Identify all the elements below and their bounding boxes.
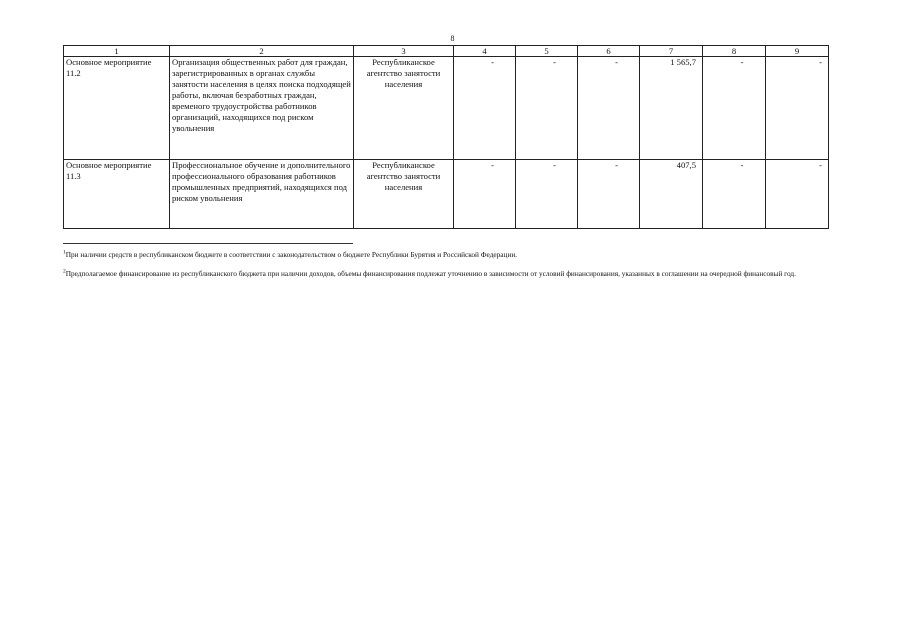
column-header: 6 <box>578 46 640 57</box>
value-cell-col6: - <box>578 160 640 229</box>
footnote-mark: 2 <box>63 268 66 275</box>
column-header: 5 <box>516 46 578 57</box>
measure-description-cell: Профессиональное обучение и дополнительного профессионального образования работников промышленных предприятий, находящихся под риском увольнения <box>170 160 354 229</box>
table-row <box>64 160 829 229</box>
column-header: 2 <box>170 46 354 57</box>
column-header: 3 <box>354 46 454 57</box>
value-cell-col4: - <box>454 160 516 229</box>
measure-name-cell: Основное мероприятие 11.3 <box>64 160 170 229</box>
footnote-1 <box>63 250 833 260</box>
footnote-text: При наличии средств в республиканском бюджете в соответствии с законодательством о бюджете Республики Бурятия и Российской Федерации. <box>65 250 518 259</box>
column-header: 8 <box>703 46 766 57</box>
measure-description-cell: Организация общественных работ для граждан, зарегистрированных в органах службы занятости населения в целях поиска подходящей работы, включая безработных граждан, временого трудоустройства работников организаций, находящихся под риском увольнения <box>170 57 354 160</box>
measure-name-cell: Основное мероприятие 11.2 <box>64 57 170 160</box>
value-cell-col9: - <box>766 57 829 160</box>
table-header-row <box>64 46 829 57</box>
column-header: 9 <box>766 46 829 57</box>
budget-table <box>63 45 829 229</box>
executor-cell: Республиканское агентство занятости населения <box>354 160 454 229</box>
table-row <box>64 57 829 160</box>
footnote-text: Предполагаемое финансирование из республиканского бюджета при наличии доходов, объемы финансирования подлежат уточнению в зависимости от условий финансирования, указанных в соглашении на очередной финансовый год. <box>65 269 796 278</box>
value-cell-col8: - <box>703 160 766 229</box>
value-cell-col5: - <box>516 57 578 160</box>
value-cell-col8: - <box>703 57 766 160</box>
value-cell-col4: - <box>454 57 516 160</box>
value-cell-col5: - <box>516 160 578 229</box>
column-header: 4 <box>454 46 516 57</box>
column-header: 7 <box>640 46 703 57</box>
footnote-divider <box>63 243 353 244</box>
column-header: 1 <box>64 46 170 57</box>
footnote-2 <box>63 269 833 279</box>
value-cell-col7: 1 565,7 <box>640 57 703 160</box>
page-number: 8 <box>450 34 455 43</box>
value-cell-col9: - <box>766 160 829 229</box>
footnote-mark: 1 <box>63 249 66 256</box>
value-cell-col6: - <box>578 57 640 160</box>
value-cell-col7: 407,5 <box>640 160 703 229</box>
executor-cell: Республиканское агентство занятости населения <box>354 57 454 160</box>
